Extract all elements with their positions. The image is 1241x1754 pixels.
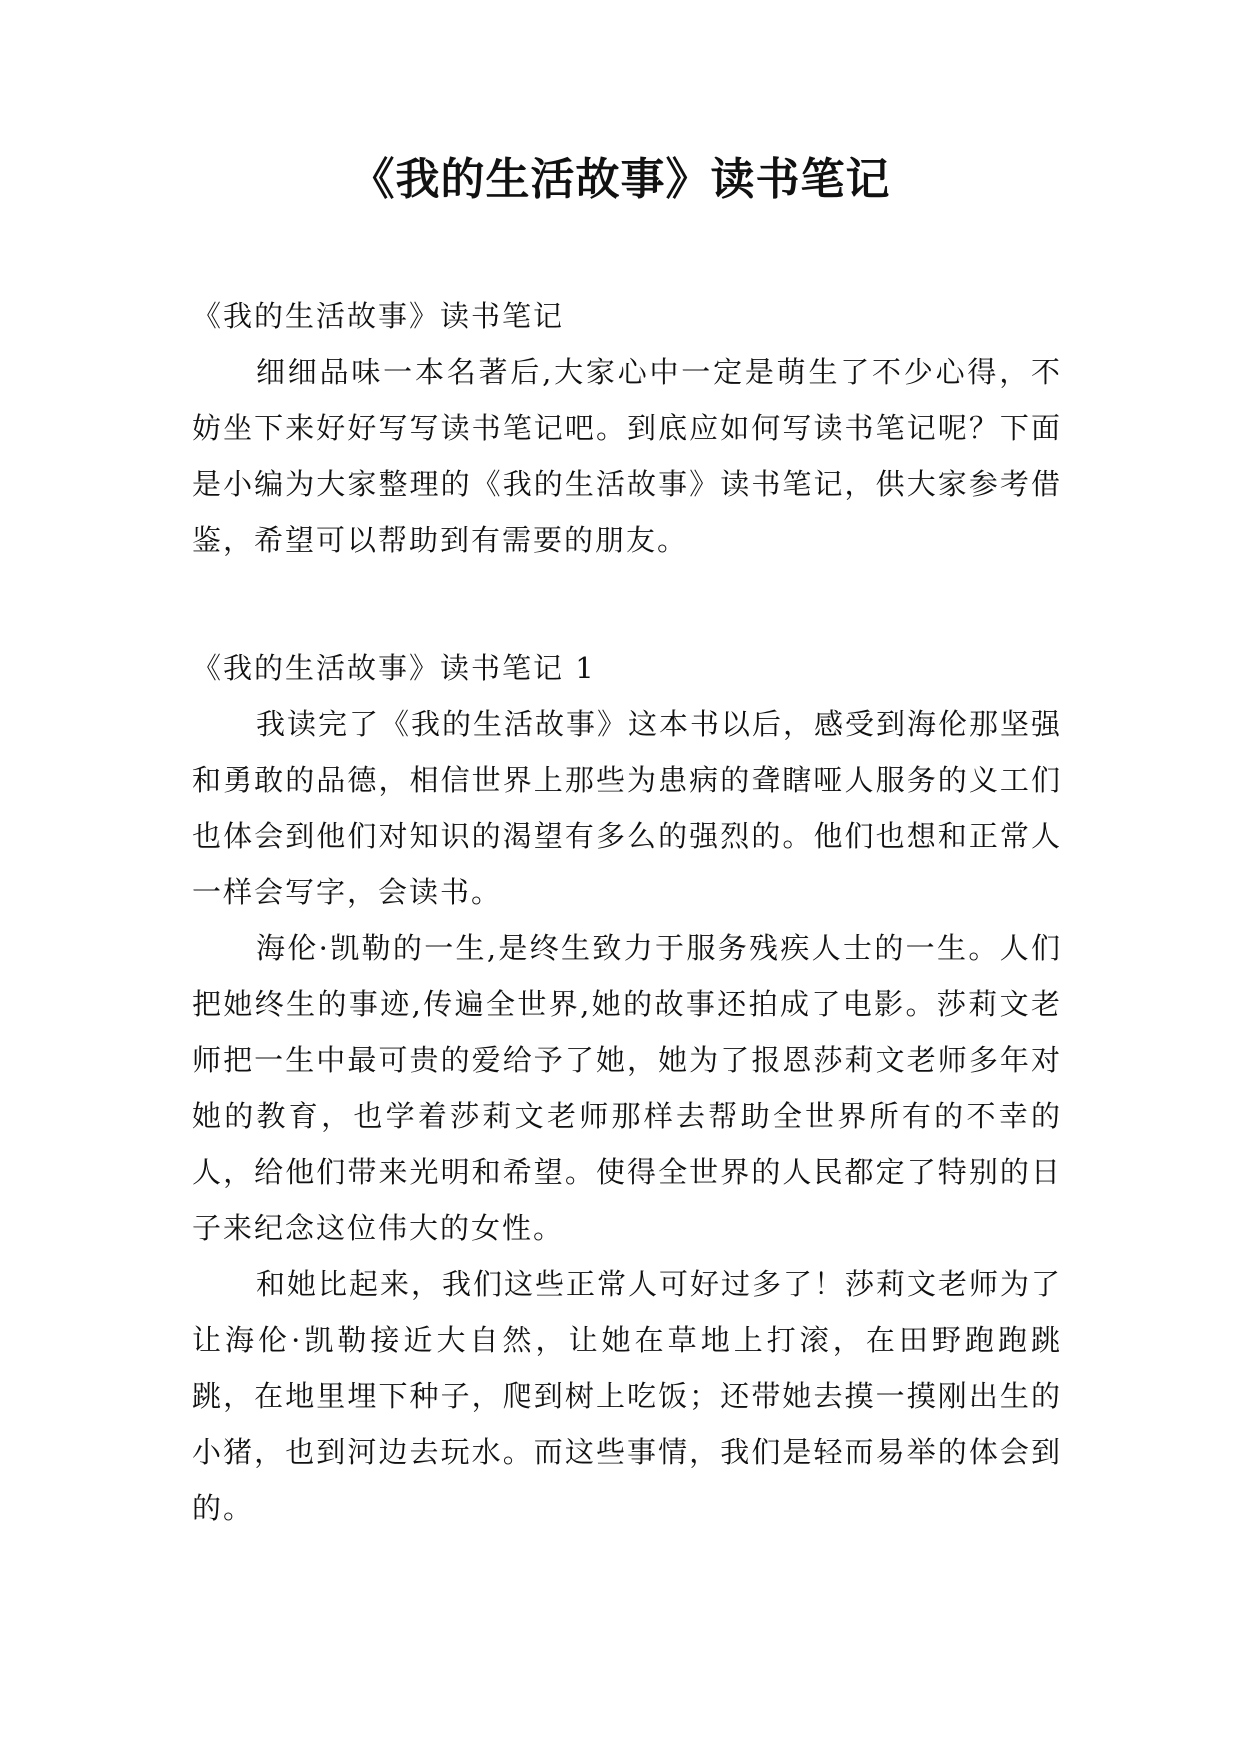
intro-section: [192, 288, 1062, 568]
note1-heading: 《我的生活故事》读书笔记 1: [192, 651, 596, 685]
document-title: 《我的生活故事》读书笔记: [350, 154, 891, 205]
intro-heading: 《我的生活故事》读书笔记: [192, 299, 565, 333]
note1-paragraph-2: 海伦·凯勒的一生,是终生致力于服务残疾人士的一生。人们把她终生的事迹,传遍全世界,她的故事还拍成了电影。莎莉文老师把一生中最可贵的爱给予了她，她为了报恩莎莉文老师多年对她的教育，也学着莎莉文老师那样去帮助全世界所有的不幸的人，给他们带来光明和希望。使得全世界的人民都定了特别的日子来纪念这位伟大的女性。: [192, 931, 1062, 1245]
note1-paragraph-1: 我读完了《我的生活故事》这本书以后，感受到海伦那坚强和勇敢的品德，相信世界上那些为患病的聋瞎哑人服务的义工们也体会到他们对知识的渴望有多么的强烈的。他们也想和正常人一样会写字，会读书。: [192, 707, 1063, 909]
note1-section: [192, 640, 1062, 1536]
note1-paragraph-3: 和她比起来，我们这些正常人可好过多了！莎莉文老师为了让海伦·凯勒接近大自然，让她在草地上打滚，在田野跑跑跳跳，在地里埋下种子，爬到树上吃饭；还带她去摸一摸刚出生的小猪，也到河边去玩水。而这些事情，我们是轻而易举的体会到的。: [192, 1267, 1063, 1525]
intro-paragraph: 细细品味一本名著后,大家心中一定是萌生了不少心得，不妨坐下来好好写写读书笔记吧。到底应如何写读书笔记呢？下面是小编为大家整理的《我的生活故事》读书笔记，供大家参考借鉴，希望可以帮助到有需要的朋友。: [192, 355, 1062, 557]
